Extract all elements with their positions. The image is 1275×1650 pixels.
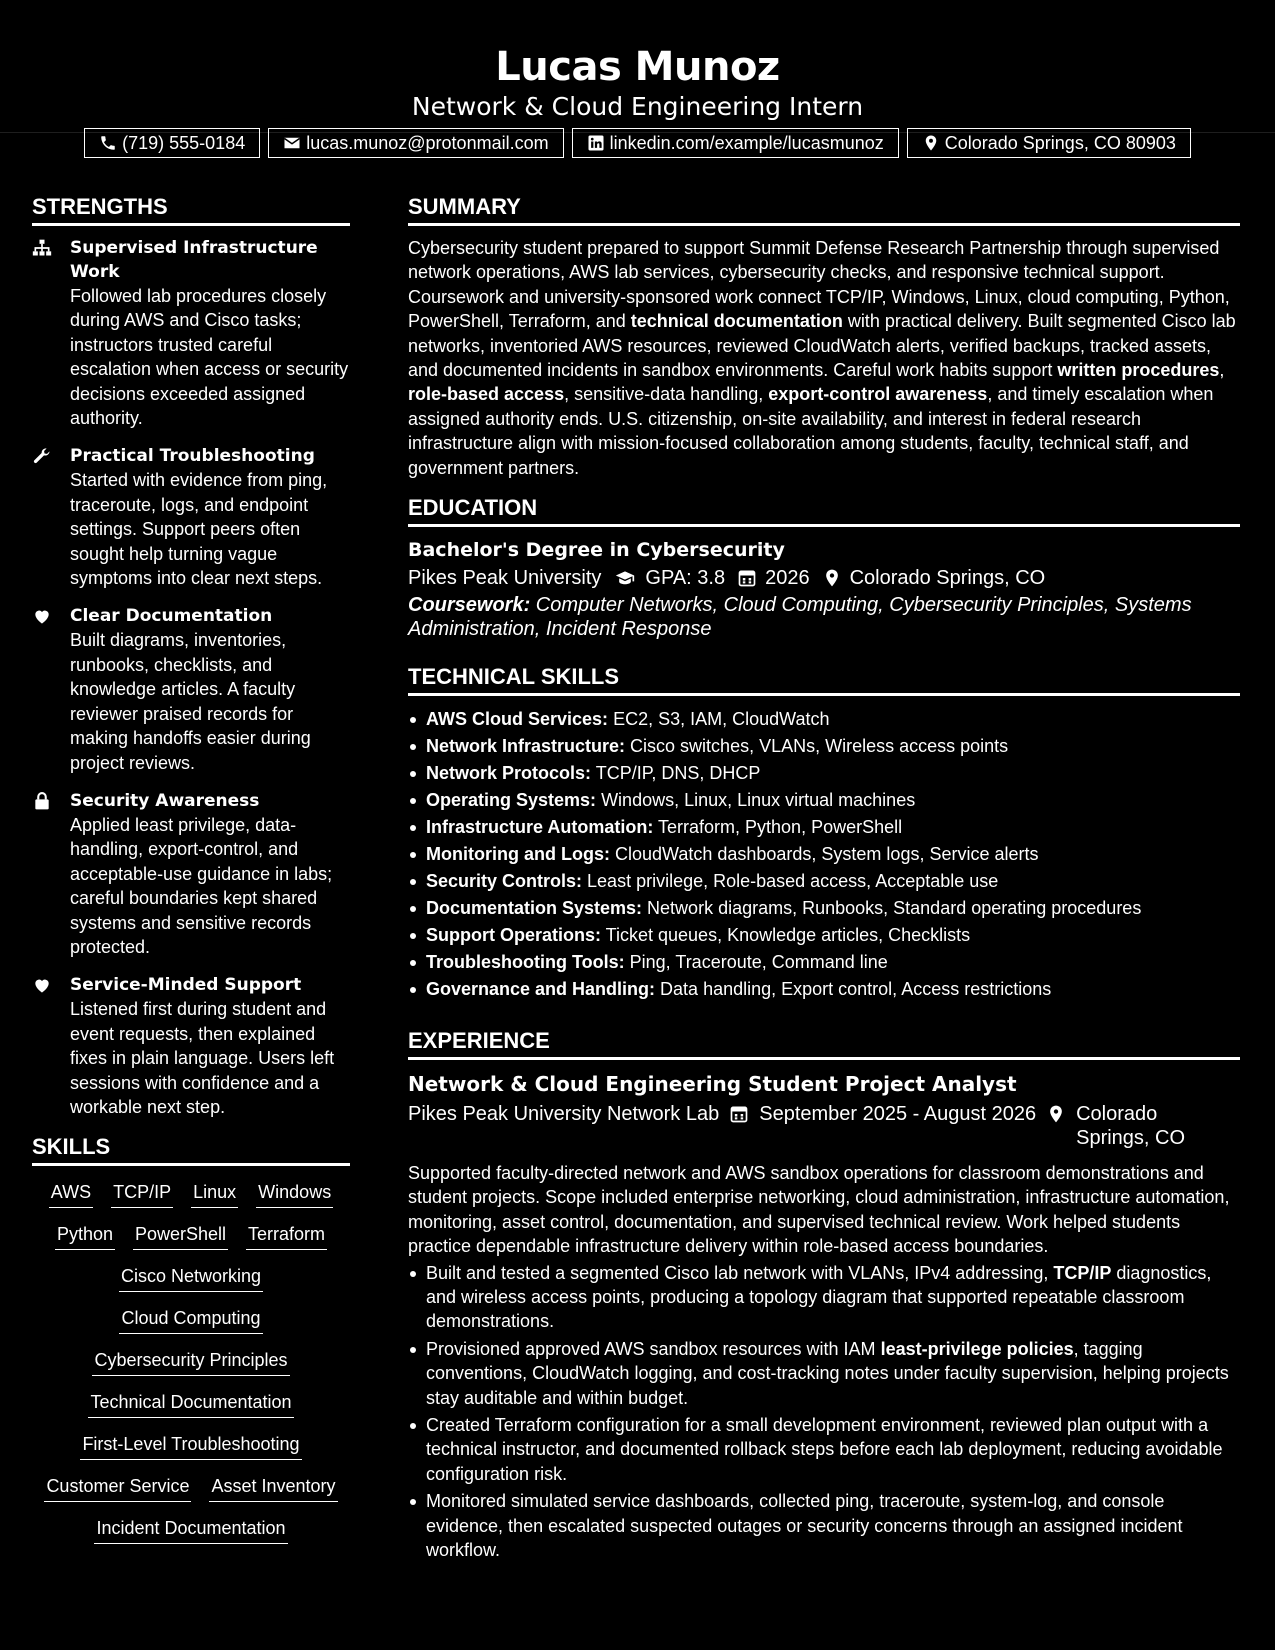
technical-skill-item [408,814,1240,841]
skill-tag: AWS [49,1180,93,1208]
job-org: Pikes Peak University Network Lab [408,1103,720,1126]
skill-tag: Technical Documentation [88,1390,293,1418]
heart-icon [32,606,52,626]
technical-skill-label: AWS Cloud Services: [426,709,609,730]
technical-skill-value: Least privilege, Role-based access, Acceptable use [582,871,999,892]
strength-desc: Built diagrams, inventories, runbooks, checklists, and knowledge articles. A faculty reviewer praised records for making handoffs easier during project reviews. [70,630,311,773]
strength-title: Security Awareness [70,790,260,811]
skill-tag-row [32,1474,350,1502]
coursework [408,593,1240,641]
job-bullet [408,1413,1240,1486]
technical-skill-item [408,976,1240,1003]
skill-tag: PowerShell [133,1222,228,1250]
skills-heading: SKILLS [32,1133,350,1166]
wrench-icon [32,446,52,466]
bullet-segment: , tagging conventions, CloudWatch logging, and cost-tracking notes under faculty supervision, helping projects stay auditable and within budget. [426,1338,1229,1408]
grad-year: 2026 [765,567,810,590]
summary-segment: Cybersecurity student prepared to support Summit Defense Research Partnership through supervised network operations, AWS lab services, cybersecurity checks, and responsive technical support. Coursework and university-sponsored work connect TCP/IP, Windows, Linux, cloud computing, Python, PowerShell, Terraform, and [408,238,1230,332]
technical-skill-item [408,841,1240,868]
coursework-label: Coursework: [408,594,531,617]
technical-skill-value: Ping, Traceroute, Command line [624,952,888,973]
technical-skill-item [408,733,1240,760]
skill-tag: Linux [191,1180,238,1208]
strength-item [32,444,350,590]
technical-skill-value: Network diagrams, Runbooks, Standard operating procedures [642,898,1142,919]
contact-linkedin-text: linkedin.com/example/lucasmunoz [609,133,884,153]
technical-skill-item [408,949,1240,976]
skill-tag-row [32,1432,350,1460]
lock-icon [32,791,52,811]
contact-location[interactable] [907,128,1191,158]
skill-tag: TCP/IP [111,1180,173,1208]
bullet-segment: diagnostics, and wireless access points, producing a topology diagram that supported repeatable classroom demonstrations. [426,1262,1212,1332]
location-icon [822,568,842,588]
technical-skill-item [408,760,1240,787]
strength-item [32,973,350,1119]
technical-skill-item [408,706,1240,733]
strength-title: Clear Documentation [70,606,273,627]
resume-header [0,0,1275,153]
strength-title: Practical Troubleshooting [70,446,315,467]
technical-skill-value: Windows, Linux, Linux virtual machines [596,790,916,811]
gpa: GPA: 3.8 [645,567,726,590]
technical-skill-label: Operating Systems: [426,790,597,811]
skill-tag: Python [55,1222,115,1250]
job-title: Network & Cloud Engineering Student Project Analyst [408,1072,1017,1097]
contact-bar [0,128,1275,158]
strength-title: Supervised Infrastructure Work [70,238,318,282]
technical-skill-label: Documentation Systems: [426,898,643,919]
strength-item [32,236,350,430]
skill-tag: Terraform [246,1222,327,1250]
technical-skill-label: Network Infrastructure: [426,736,626,757]
school-location: Colorado Springs, CO [849,567,1046,590]
technical-skill-item [408,895,1240,922]
job-dates: September 2025 - August 2026 [759,1103,1037,1126]
summary-segment: with practical delivery. Built segmented Cisco lab networks, inventoried AWS resources, reviewed CloudWatch alerts, verified backups, tracked assets, and documented incidents in sandbox environments. Careful work habits support [408,311,1236,381]
bullet-emphasis: TCP/IP [1053,1262,1112,1283]
technical-skill-value: Terraform, Python, PowerShell [653,817,903,838]
right-column [408,193,1240,1565]
technical-skill-value: Ticket queues, Knowledge articles, Checklists [601,925,971,946]
bullet-segment: Monitored simulated service dashboards, collected ping, traceroute, system-log, and console evidence, then escalated suspected outages or security concerns through an assigned incident workflow. [426,1491,1183,1560]
summary-emphasis: technical documentation [630,311,843,332]
technical-skill-label: Network Protocols: [426,763,592,784]
technical-skills-heading: TECHNICAL SKILLS [408,663,1240,696]
job-meta [408,1102,1240,1151]
skill-tag-row [32,1348,350,1376]
technical-skill-value: Data handling, Export control, Access restrictions [655,979,1052,1000]
skill-tag: Cybersecurity Principles [92,1348,289,1376]
heart-icon [32,975,52,995]
bullet-segment: Created Terraform configuration for a small development environment, reviewed plan output with a technical instructor, and documented rollback steps before each lab deployment, reducing avoidable configuration risk. [426,1414,1223,1484]
left-column [32,193,350,1558]
technical-skill-value: CloudWatch dashboards, System logs, Service alerts [609,844,1039,865]
skill-tag-row [32,1516,350,1544]
summary-emphasis: export-control awareness [768,384,988,405]
candidate-title: Network & Cloud Engineering Intern [411,92,864,121]
contact-phone-text: (719) 555-0184 [122,133,246,153]
graduation-cap-icon [613,568,637,588]
strength-desc: Applied least privilege, data-handling, export-control, and acceptable-use guidance in labs; careful boundaries kept shared systems and sensitive records protected. [70,814,333,957]
summary-segment: , and timely escalation when assigned authority ends. U.S. citizenship, on-site availability, and interest in federal research infrastructure align with mission-focused collaboration among students, faculty, technical staff, and government partners. [408,384,1214,478]
location-icon [922,134,940,152]
strengths-heading: STRENGTHS [32,193,350,226]
technical-skill-label: Governance and Handling: [426,979,656,1000]
technical-skill-label: Security Controls: [426,871,583,892]
contact-email-text: lucas.munoz@protonmail.com [306,133,549,153]
strength-desc: Listened first during student and event requests, then explained fixes in plain language. Users left sessions with confidence and a workable next step. [70,999,335,1117]
bullet-emphasis: least-privilege policies [880,1338,1074,1359]
strength-item [32,604,350,774]
skill-tag: Windows [256,1180,333,1208]
skill-tag-row [32,1222,350,1250]
school: Pikes Peak University [408,567,602,590]
skill-tag-row [32,1264,350,1292]
skill-tags [32,1176,350,1544]
technical-skill-label: Support Operations: [426,925,601,946]
linkedin-icon [587,134,605,152]
skill-tag: Customer Service [44,1474,191,1502]
education-heading: EDUCATION [408,494,1240,527]
technical-skill-value: TCP/IP, DNS, DHCP [591,763,761,784]
contact-location-text: Colorado Springs, CO 80903 [944,133,1176,153]
job-bullet [408,1337,1240,1410]
job-bullet [408,1261,1240,1334]
strength-item [32,789,350,959]
sitemap-icon [32,238,52,258]
summary-segment: , sensitive-data handling, [564,384,769,405]
technical-skill-value: Cisco switches, VLANs, Wireless access points [625,736,1009,757]
calendar-icon [737,568,757,588]
skill-tag: Cisco Networking [119,1264,263,1292]
experience-heading: EXPERIENCE [408,1027,1240,1060]
strength-desc: Followed lab procedures closely during AWS and Cisco tasks; instructors trusted careful escalation when access or security decisions exceeded assigned authority. [70,286,349,429]
summary-emphasis: written procedures [1057,360,1220,381]
technical-skill-item [408,922,1240,949]
phone-icon [99,134,117,152]
technical-skill-item [408,787,1240,814]
contact-linkedin[interactable] [572,128,899,158]
skill-tag: First-Level Troubleshooting [80,1432,301,1460]
strength-title: Service-Minded Support [70,975,302,996]
skill-tag: Asset Inventory [209,1474,337,1502]
technical-skill-label: Monitoring and Logs: [426,844,610,865]
technical-skill-label: Infrastructure Automation: [426,817,654,838]
strength-desc: Started with evidence from ping, traceroute, logs, and endpoint settings. Support peers often sought help turning vague symptoms into clear next steps. [70,470,328,589]
job-intro: Supported faculty-directed network and AWS sandbox operations for classroom demonstrations and student projects. Scope included enterprise networking, cloud administration, infrastructure automation, monitoring, asset control, documentation, and supervised technical review. Work helped students practice dependable infrastructure delivery within role-based access boundaries. [408,1162,1230,1257]
bullet-segment: Built and tested a segmented Cisco lab network with VLANs, IPv4 addressing, [426,1262,1054,1283]
technical-skill-item [408,868,1240,895]
job-location: Colorado Springs, CO [1076,1103,1186,1150]
summary-segment: , [1219,360,1225,381]
contact-email[interactable] [268,128,563,158]
skill-tag: Incident Documentation [94,1516,287,1544]
skill-tag-row [32,1390,350,1418]
technical-skill-label: Troubleshooting Tools: [426,952,625,973]
job-bullet [408,1489,1240,1562]
bullet-segment: Provisioned approved AWS sandbox resources with IAM [426,1338,881,1359]
degree: Bachelor's Degree in Cybersecurity [408,539,785,562]
education-details [408,563,1240,593]
contact-phone[interactable] [84,128,260,158]
summary-heading: SUMMARY [408,193,1240,226]
skill-tag-row [32,1180,350,1208]
job-bullets [408,1261,1240,1563]
technical-skill-value: EC2, S3, IAM, CloudWatch [608,709,830,730]
candidate-name: Lucas Munoz [495,44,780,90]
calendar-icon [729,1104,749,1124]
coursework-list: Computer Networks, Cloud Computing, Cybersecurity Principles, Systems Administration, Incident Response [408,594,1192,641]
technical-skills-list [408,706,1240,1003]
summary-text [408,236,1240,480]
skill-tag: Cloud Computing [119,1306,262,1334]
location-icon [1046,1104,1066,1124]
skill-tag-row [32,1306,350,1334]
email-icon [283,134,301,152]
summary-emphasis: role-based access [408,384,565,405]
